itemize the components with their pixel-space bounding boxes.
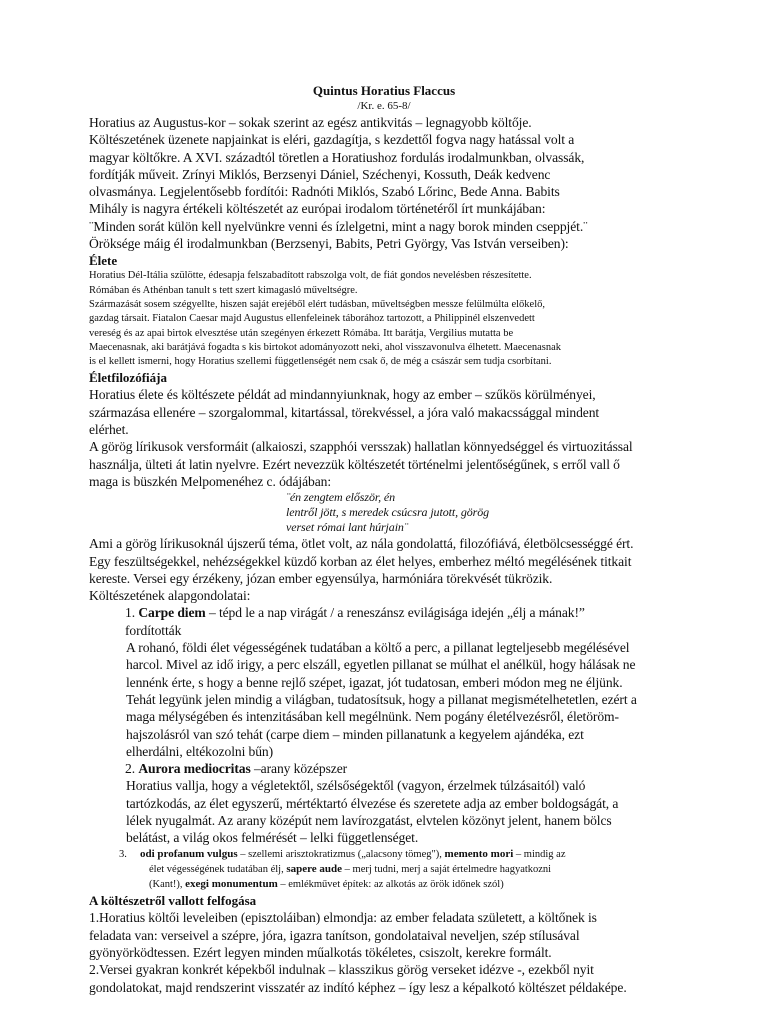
text-line: kereste. Versei egy érzékeny, józan ember egyensúlya, harmóniára törekvését tükrözik.: [89, 570, 553, 586]
section-heading-elete: Élete: [89, 253, 118, 269]
text-line: A rohanó, földi élet végességének tudatában a költő a perc, a pillanat legteljesebb megélésével: [126, 640, 630, 656]
text-line: 2.Versei gyakran konkrét képekből indulnak – klasszikus görög verseket idézve -, ezekből nyit: [89, 962, 594, 978]
text-line: gyönyörködtessen. Ezért legyen minden műalkotás tökéletes, csiszolt, kerekre formált.: [89, 945, 552, 961]
list-text: – emlékművet építek: az alkotás az örök időnek szól): [277, 879, 504, 891]
list-item-header: [125, 760, 679, 777]
list-text: élet végességének tudatában élj,: [149, 863, 287, 875]
list-term: sapere aude: [286, 862, 343, 875]
list-number: 2.: [125, 761, 135, 777]
list-term: Carpe diem: [138, 605, 206, 621]
text-line: lennénk érte, s hogy a benne rejlő szépet, igazat, jót tudatosan, emberi módon meg ne éljünk.: [126, 674, 623, 690]
text-line: Maecenasnak, aki barátjává fogadta s kis birtokot adományozott neki, ahol visszavonulva élhetett. Maecenasnak: [89, 341, 562, 353]
text-line: Rómában és Athénban tanult s tett szert kimagasló műveltségre.: [89, 284, 358, 296]
list-term: exegi monumentum: [185, 878, 278, 891]
section-heading-eletfilozofia: Életfilozófiája: [89, 370, 167, 386]
text-line: fordították: [125, 622, 182, 638]
text-line: [149, 862, 679, 877]
page-title: Quintus Horatius Flaccus: [312, 83, 456, 98]
text-line: olvasmánya. Legjelentősebb fordítói: Radnóti Miklós, Szabó Lőrinc, Bede Anna. Babits: [89, 184, 560, 200]
text-line: tartózkodás, az élet egyszerű, mértéktartó élvezése és szeretete adja az ember boldogságát, a: [126, 795, 619, 811]
text-line: Tehát legyünk jelen mindig a világban, tudatosítsuk, hogy a pillanat megismételhetetlen, ezért a: [126, 691, 637, 707]
list-term: Aurora mediocritas: [138, 761, 251, 777]
list-term: memento mori: [444, 847, 514, 860]
text-line: 1.Horatius költői leveleiben (episztoláiban) elmondja: az ember feladata született, a költőnek is: [89, 910, 597, 926]
text-line: maga mélységében és intenzitásában kell megélnünk. Nem pogány életélvezésről, életöröm-: [126, 709, 619, 725]
date-range: /Kr. e. 65-8/: [357, 100, 411, 112]
text-line: Származását sosem szégyellte, hiszen saját erejéből elért tudásban, műveltségben messze felülmúlta előkelő,: [89, 298, 546, 310]
text-line: Egy feszültségekkel, nehézségekkel küzdő korban az élet helyes, emberhez méltó megélésének titkait: [89, 553, 632, 569]
text-line: harcol. Mivel az idő irigy, a perc elszáll, egyetlen pillanat se múlhat el anélkül, hogy hálásak ne: [126, 657, 636, 673]
list-text: –arany középszer: [250, 761, 348, 777]
text-line: ¨Minden sorát külön kell nyelvünkre venni és ízlelgetni, mint a nagy borok minden cseppjét.¨: [89, 218, 588, 234]
elete-section: [89, 269, 679, 369]
eletfilozofia-section: [89, 386, 679, 892]
text-line: elherdálni, eltékozolni bűn): [126, 743, 274, 759]
intro-paragraph: [89, 114, 679, 252]
list-term: odi profanum vulgus: [140, 847, 238, 860]
koltesz-section: [89, 909, 679, 995]
list-text: – merj tudni, merj a saját értelmedre hagyatkozni: [342, 863, 552, 875]
text-line: Horatius az Augustus-kor – sokak szerint az egész antikvitás – legnagyobb költője.: [89, 115, 532, 130]
text-line: belátást, a világ okos felmérését – lelki függetlenséget.: [126, 830, 419, 846]
quote-line: ¨én zengtem először, én: [286, 490, 396, 505]
text-line: elérhet.: [89, 422, 129, 438]
text-line: A görög lírikusok versformáit (alkaioszi, szapphói versszak) hallatlan könnyedséggel és virtuozitással: [89, 439, 633, 455]
text-line: Költészetének alapgondolatai:: [89, 588, 251, 604]
document-content: [89, 83, 679, 996]
text-line: gazdag társait. Fiatalon Caesar majd Augustus ellenfeleinek táborához tartozott, a Philippinél elszenvedett: [89, 313, 535, 325]
quote-line: verset római lant húrjain¨: [286, 520, 408, 535]
text-line: hajszolásról van szó tehát (carpe diem – minden pillanatunk a kegyelem ajándéka, ezt: [126, 726, 584, 742]
text-line: Horatius Dél-Itália szülötte, édesapja felszabadított rabszolga volt, de fiát gondos nevelésben részesítette.: [89, 270, 532, 282]
text-line: Horatius vallja, hogy a végletektől, szélsőségektől (vagyon, érzelmek túlzásaitól) való: [126, 778, 586, 794]
list-item-carpe-diem: [89, 604, 679, 760]
text-line: is el kellett ismerni, hogy Horatius szellemi függetlenségét nem csak ő, de még a császár sem tudja csorbítani.: [89, 356, 552, 368]
list-text: (Kant!),: [149, 879, 186, 891]
list-number: 1.: [125, 605, 135, 621]
text-line: vereség és az apai birtok elvesztése után szegényen érkezett Rómába. Itt barátja, Vergilius mutatta be: [89, 327, 514, 339]
list-text: – mindig az: [513, 848, 566, 860]
text-line: Öröksége máig él irodalmunkban (Berzsenyi, Babits, Petri György, Vas István verseiben):: [89, 236, 569, 252]
list-number: 3.: [119, 848, 127, 860]
text-line: gondolatokat, majd rendszerint visszatér az indító képhez – így lesz a képalkotó költészet példaképe.: [89, 979, 627, 995]
text-line: származása ellenére – szorgalommal, kitartással, törekvéssel, a jóra való makacssággal mindent: [89, 404, 600, 420]
list-item-header: [125, 604, 679, 621]
text-line: Költészetének üzenete napjainkat is eléri, gazdagítja, s kezdettől fogva nagy hatással volt a: [89, 132, 575, 148]
text-line: fordítják műveit. Zrínyi Miklós, Berzsenyi Dániel, Széchenyi, Kossuth, Deák kedvenc: [89, 166, 551, 182]
text-line: [149, 877, 679, 892]
text-line: feladata van: verseivel a szépre, jóra, igazra tanítson, gondolataival neveljen, szép stílusával: [89, 927, 580, 943]
list-item-aurora-mediocritas: [89, 760, 679, 846]
text-line: használja, ülteti át latin nyelvre. Ezért nevezzük költészetét történelmi jelentőségűnek, s erről vall ő: [89, 456, 620, 472]
list-text: – szellemi arisztokratizmus („alacsony tömeg"),: [237, 848, 445, 860]
list-item-latin-phrases: [119, 847, 679, 893]
text-line: Horatius élete és költészete példát ad mindannyiunknak, hogy az ember – szűkös körülményei,: [89, 387, 596, 403]
text-line: maga is büszkén Melpomenéhez c. ódájában:: [89, 473, 332, 489]
text-line: magyar költőkre. A XVI. századtól töretlen a Horatiushoz fordulás irodalmunkban, olvassák,: [89, 149, 585, 165]
list-text: – tépd le a nap virágát / a reneszánsz evilágisága idején „élj a mának!”: [205, 605, 585, 621]
text-line: Mihály is nagyra értékeli költészetét az európai irodalom történetéről írt munkájában:: [89, 201, 546, 217]
quote-line: lentről jött, s meredek csúcsra jutott, görög: [286, 505, 490, 520]
poem-quote: [89, 490, 679, 535]
section-heading-koltesz: A költészetről vallott felfogása: [89, 893, 257, 909]
text-line: lélek nyugalmát. Az arany középút nem lavírozgatást, elvtelen közönyt jelent, hanem bölcs: [126, 812, 612, 828]
text-line: Ami a görög lírikusoknál újszerű téma, ötlet volt, az nála gondolattá, filozófiává, életbölcsességgé ért.: [89, 536, 634, 552]
text-line: [119, 847, 679, 862]
